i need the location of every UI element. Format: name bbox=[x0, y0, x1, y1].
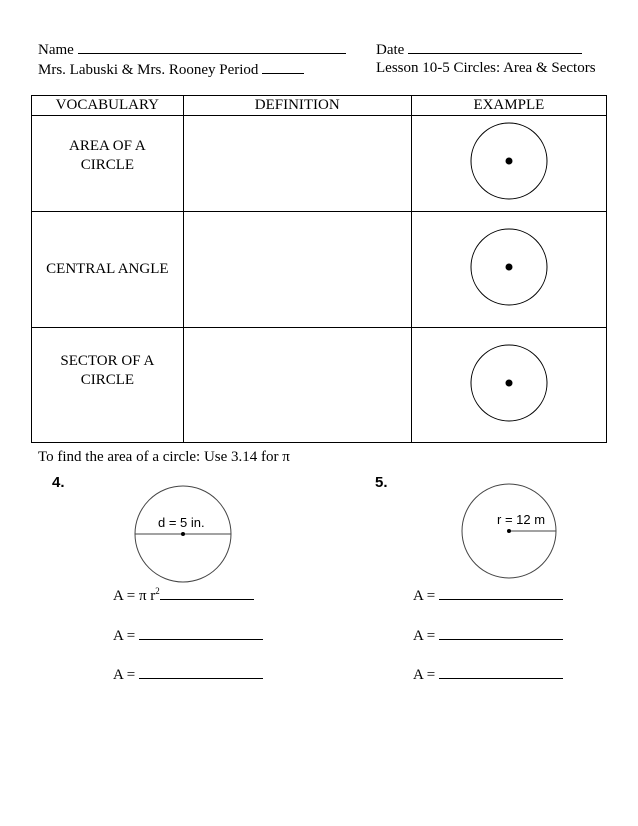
answer-label: A = bbox=[413, 667, 436, 683]
term-label: SECTOR OF A CIRCLE bbox=[60, 353, 155, 388]
example-cell bbox=[411, 116, 606, 212]
example-cell bbox=[411, 328, 606, 443]
term-central-angle bbox=[32, 212, 184, 328]
header-definition: DEFINITION bbox=[183, 96, 411, 116]
circle-example-icon bbox=[467, 119, 551, 203]
answer-field[interactable] bbox=[439, 625, 563, 640]
term-area bbox=[32, 116, 184, 212]
date-label: Date bbox=[376, 42, 405, 58]
lesson-title: Lesson 10-5 Circles: Area & Sectors bbox=[376, 60, 596, 76]
term-sector bbox=[32, 328, 184, 443]
answer-label: A = bbox=[413, 588, 436, 604]
answer-line bbox=[113, 585, 254, 605]
problem-number-4: 4. bbox=[52, 474, 65, 491]
name-field[interactable] bbox=[78, 39, 346, 54]
teacher-line bbox=[38, 59, 304, 79]
problem-number-5: 5. bbox=[375, 474, 388, 491]
table-row bbox=[32, 328, 607, 443]
instructions: To find the area of a circle: Use 3.14 for π bbox=[38, 449, 290, 465]
header-vocabulary: VOCABULARY bbox=[32, 96, 184, 116]
circle-radius-diagram bbox=[455, 480, 567, 592]
name-label: Name bbox=[38, 42, 74, 58]
diameter-label: d = 5 in. bbox=[158, 515, 205, 530]
circle-example-icon bbox=[467, 225, 551, 309]
period-field[interactable] bbox=[262, 59, 304, 74]
table-row bbox=[32, 116, 607, 212]
answer-line bbox=[113, 664, 263, 684]
header-example: EXAMPLE bbox=[411, 96, 606, 116]
term-label: AREA OF A CIRCLE bbox=[69, 137, 146, 173]
table-row bbox=[32, 212, 607, 328]
exponent: 2 bbox=[155, 586, 160, 596]
circle-example-icon bbox=[467, 341, 551, 425]
answer-label: A = bbox=[113, 628, 136, 644]
definition-cell[interactable] bbox=[183, 116, 411, 212]
answer-label: A = bbox=[413, 628, 436, 644]
answer-field[interactable] bbox=[139, 625, 263, 640]
answer-line bbox=[113, 625, 263, 645]
answer-line bbox=[413, 625, 563, 645]
name-line bbox=[38, 39, 346, 59]
answer-field[interactable] bbox=[160, 585, 254, 600]
circle-diameter-diagram bbox=[128, 480, 240, 592]
answer-label: A = π r bbox=[113, 588, 156, 604]
date-field[interactable] bbox=[408, 39, 582, 54]
table-header-row bbox=[32, 96, 607, 116]
radius-label: r = 12 m bbox=[497, 512, 546, 527]
answer-field[interactable] bbox=[139, 664, 263, 679]
teacher-period-label: Mrs. Labuski & Mrs. Rooney Period bbox=[38, 62, 259, 78]
answer-line bbox=[413, 664, 563, 684]
answer-line bbox=[413, 585, 563, 605]
date-line bbox=[376, 39, 582, 59]
answer-label: A = bbox=[113, 667, 136, 683]
answer-field[interactable] bbox=[439, 664, 563, 679]
vocabulary-table bbox=[31, 95, 607, 443]
answer-field[interactable] bbox=[439, 585, 563, 600]
definition-cell[interactable] bbox=[183, 212, 411, 328]
example-cell bbox=[411, 212, 606, 328]
definition-cell[interactable] bbox=[183, 328, 411, 443]
term-label: CENTRAL ANGLE bbox=[46, 261, 169, 277]
